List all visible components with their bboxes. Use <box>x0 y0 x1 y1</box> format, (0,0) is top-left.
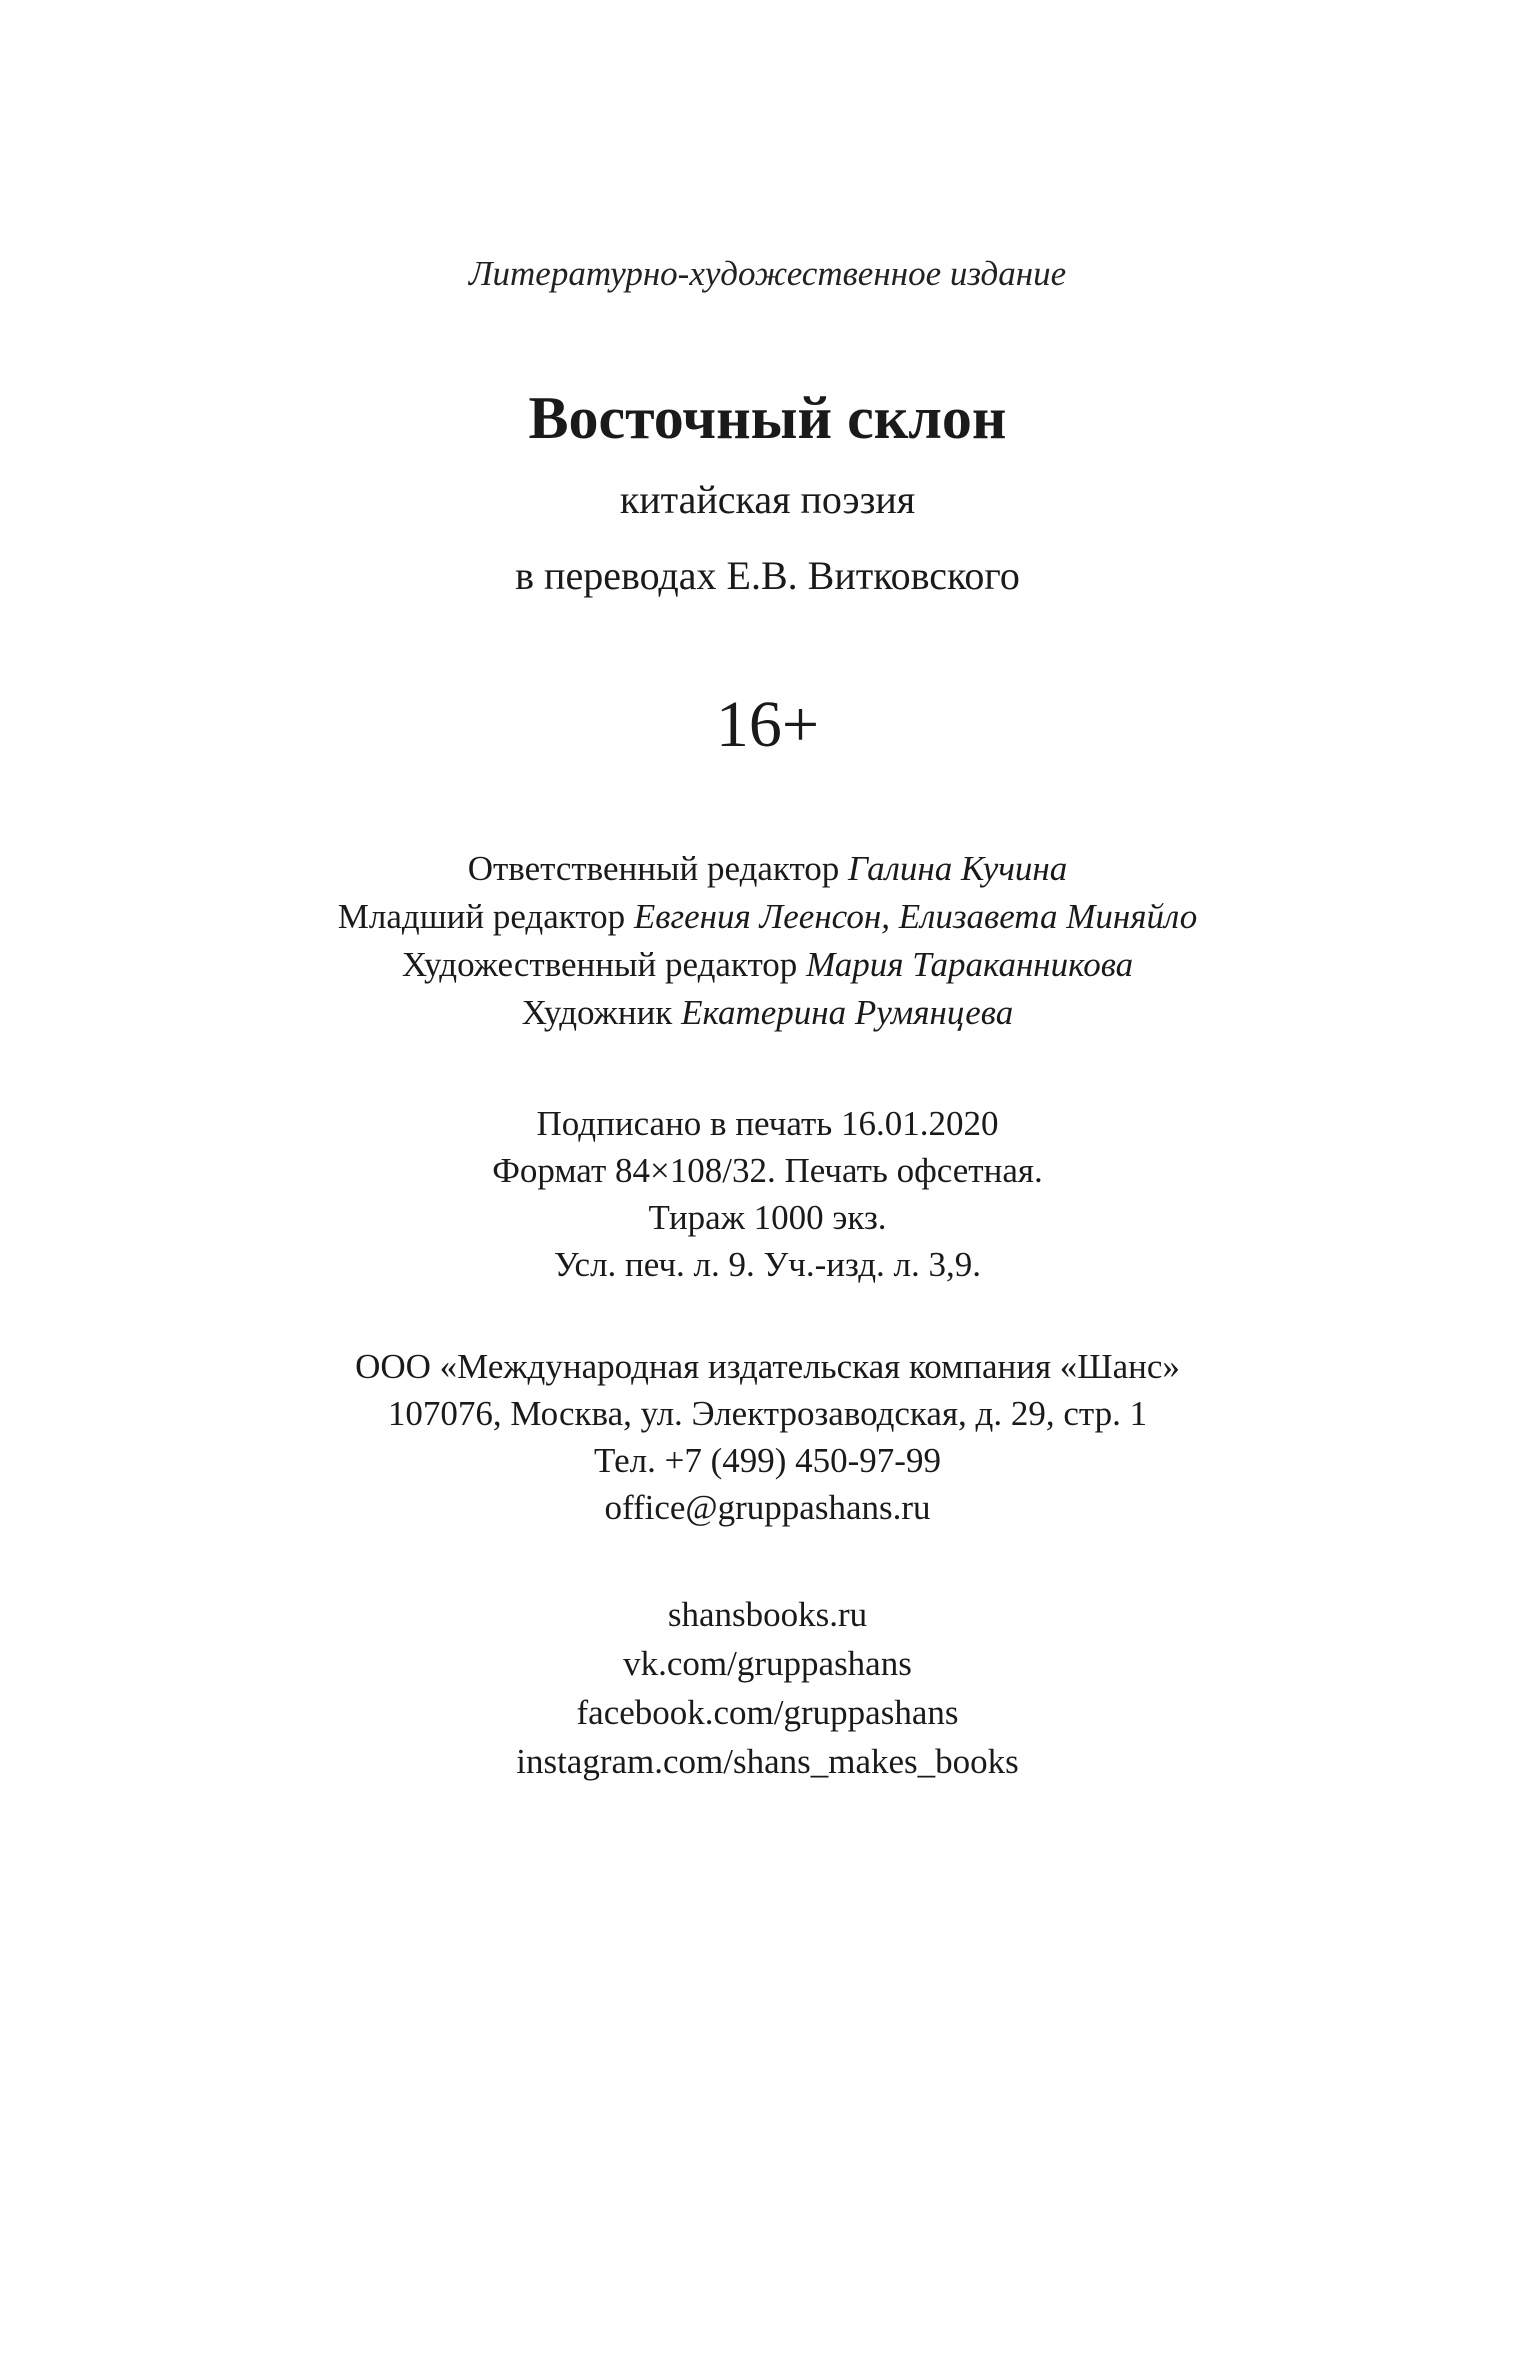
link-site: shansbooks.ru <box>667 1595 868 1634</box>
credit-role: Художник <box>521 993 673 1032</box>
link-vk: vk.com/gruppashans <box>623 1644 912 1683</box>
book-subtitle <box>0 462 1535 614</box>
credit-name: Галина Кучина <box>848 849 1068 888</box>
credit-name: Мария Тараканникова <box>806 945 1134 984</box>
genre-text: Литературно-художественное издание <box>468 254 1067 293</box>
credit-role: Художественный редактор <box>401 945 798 984</box>
subtitle-line-1: китайская поэзия <box>619 477 916 522</box>
imprint-print-run: Тираж 1000 экз. <box>648 1198 887 1237</box>
book-title-text: Восточный склон <box>528 385 1007 451</box>
imprint-format: Формат 84×108/32. Печать офсетная. <box>492 1151 1043 1190</box>
publisher-email: office@gruppashans.ru <box>604 1488 931 1527</box>
publisher-address: 107076, Москва, ул. Электрозаводская, д. 29, стр. 1 <box>387 1394 1148 1433</box>
credit-line <box>0 941 1535 989</box>
publisher-phone: Тел. +7 (499) 450-97-99 <box>594 1441 941 1480</box>
subtitle-line-2: в переводах Е.В. Витковского <box>515 553 1020 598</box>
link-instagram: instagram.com/shans_makes_books <box>516 1742 1019 1781</box>
credit-line <box>0 845 1535 893</box>
credit-role: Ответственный редактор <box>467 849 840 888</box>
web-links <box>0 1590 1535 1786</box>
imprint-sheets: Усл. печ. л. 9. Уч.-изд. л. 3,9. <box>553 1245 982 1284</box>
imprint-signed: Подписано в печать 16.01.2020 <box>536 1104 999 1143</box>
book-title <box>0 380 1535 456</box>
imprint-info <box>0 1100 1535 1288</box>
publisher-name: ООО «Международная издательская компания «Шанс» <box>355 1347 1180 1386</box>
age-rating <box>0 685 1535 765</box>
credit-name: Екатерина Румянцева <box>681 993 1014 1032</box>
link-facebook: facebook.com/gruppashans <box>576 1693 959 1732</box>
credit-line <box>0 989 1535 1037</box>
credit-line <box>0 893 1535 941</box>
credits <box>0 845 1535 1037</box>
credit-name: Евгения Леенсон, Елизавета Миняйло <box>633 897 1198 936</box>
genre-line <box>0 252 1535 296</box>
credit-role: Младший редактор <box>337 897 626 936</box>
age-rating-text: 16+ <box>715 688 820 761</box>
publisher-info <box>0 1343 1535 1531</box>
